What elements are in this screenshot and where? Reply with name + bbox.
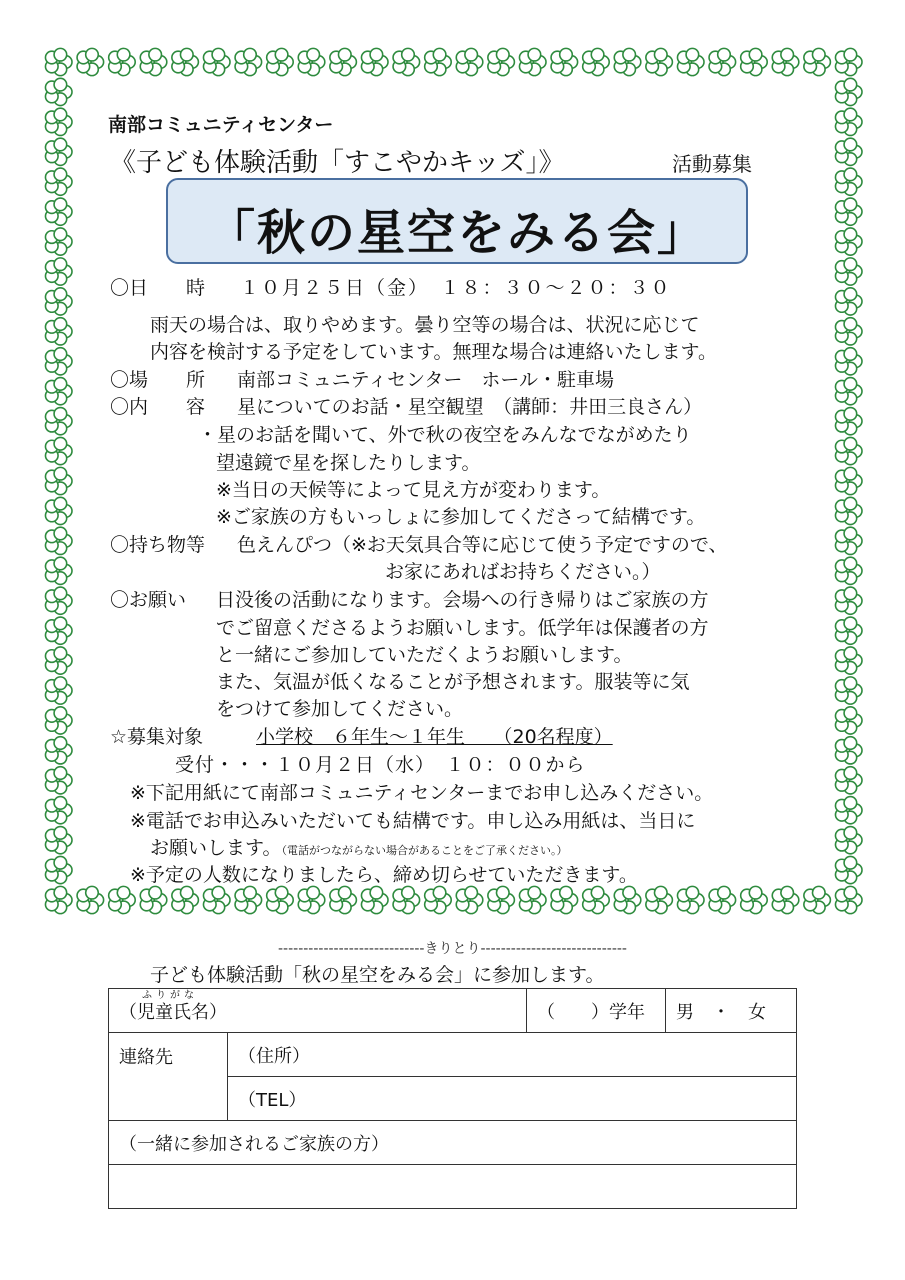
flower-icon (835, 168, 862, 195)
address-label: （住所） (238, 1045, 310, 1067)
flower-icon (741, 48, 768, 75)
flower-icon (835, 138, 862, 165)
target-label: ☆募集対象 (110, 726, 204, 748)
flower-icon (298, 886, 325, 913)
flower-icon (488, 48, 515, 75)
flower-icon (45, 856, 72, 883)
flower-icon (140, 48, 167, 75)
flower-icon (551, 886, 578, 913)
request-line-4: また、気温が低くなることが予想されます。服装等に気 (216, 671, 690, 693)
flower-icon (109, 48, 136, 75)
flower-icon (835, 437, 862, 464)
flower-icon (235, 48, 262, 75)
flower-icon (835, 48, 862, 75)
flower-icon (835, 647, 862, 674)
flower-icon (835, 827, 862, 854)
flower-icon (77, 48, 104, 75)
flower-icon (614, 48, 641, 75)
gender-field[interactable] (666, 989, 797, 1033)
request-line-1: 日没後の活動になります。会場への行き帰りはご家族の方 (216, 589, 709, 611)
flower-icon (45, 797, 72, 824)
flower-icon (361, 886, 388, 913)
flower-icon (583, 886, 610, 913)
request-line-5: をつけて参加してください。 (216, 698, 464, 720)
flower-icon (267, 886, 294, 913)
request-line-3: と一緒にご参加していただくようお願いします。 (216, 644, 633, 666)
place-label: 〇場 所 (110, 369, 206, 391)
flower-icon (425, 48, 452, 75)
date-value: １０月２５日（金） １８：３０～２０：３０ (240, 277, 672, 299)
items-value-2: お家にあればお持ちください。） (385, 561, 661, 583)
flower-icon (45, 378, 72, 405)
cut-line: -----------------------------きりとり----------------------------- (277, 941, 627, 957)
flower-icon (45, 168, 72, 195)
org-name: 南部コミュニティセンター (108, 114, 334, 136)
flower-icon (203, 48, 230, 75)
note-3 (150, 833, 567, 860)
flower-icon (835, 288, 862, 315)
flower-icon (519, 886, 546, 913)
flower-icon (298, 48, 325, 75)
flower-icon (45, 647, 72, 674)
flower-icon (330, 48, 357, 75)
flower-icon (772, 48, 799, 75)
flower-icon (45, 138, 72, 165)
items-value: 色えんぴつ（※お天気具合等に応じて使う予定ですので、 (237, 534, 728, 556)
flower-icon (45, 497, 72, 524)
flower-icon (456, 886, 483, 913)
items-label: 〇持ち物等 (110, 534, 206, 556)
flower-icon (835, 617, 862, 644)
flower-icon (45, 228, 72, 255)
flower-icon (109, 886, 136, 913)
flower-icon (172, 48, 199, 75)
flower-icon (835, 737, 862, 764)
flower-icon (45, 707, 72, 734)
flower-icon (835, 767, 862, 794)
event-title: 「秋の星空をみる会」 (206, 205, 707, 261)
rain-note-1: 雨天の場合は、取りやめます。曇り空等の場合は、状況に応じて (150, 314, 700, 336)
note-4: ※予定の人数になりましたら、締め切らせていただきます。 (130, 864, 638, 886)
flower-icon (488, 886, 515, 913)
flower-icon (45, 48, 72, 75)
flower-icon (45, 527, 72, 554)
flower-icon (835, 348, 862, 375)
flower-icon (804, 886, 831, 913)
flower-icon (835, 108, 862, 135)
flower-icon (804, 48, 831, 75)
content-label: 〇内 容 (110, 396, 206, 418)
flower-icon (45, 827, 72, 854)
grade-field[interactable] (527, 989, 666, 1033)
flower-icon (551, 48, 578, 75)
flower-icon (772, 886, 799, 913)
flower-icon (267, 48, 294, 75)
flower-icon (646, 48, 673, 75)
recruit-label: 活動募集 (672, 152, 752, 176)
contact-label: 連絡先 (109, 1033, 228, 1121)
flower-icon (709, 886, 736, 913)
family-label: （一緒に参加されるご家族の方） (119, 1133, 389, 1155)
flower-icon (393, 48, 420, 75)
flower-icon (45, 78, 72, 105)
date-label: 〇日 時 (110, 277, 206, 299)
flower-icon (45, 408, 72, 435)
flower-icon (77, 886, 104, 913)
address-field[interactable] (228, 1033, 797, 1077)
flower-icon (741, 886, 768, 913)
flower-icon (835, 587, 862, 614)
content-line-4: ※ご家族の方もいっしょに参加してくださって結構です。 (216, 506, 706, 528)
flower-icon (456, 48, 483, 75)
flower-icon (203, 886, 230, 913)
flower-icon (45, 677, 72, 704)
flower-icon (140, 886, 167, 913)
request-line-2: でご留意くださるようお願いします。低学年は保護者の方 (216, 617, 709, 639)
flower-icon (45, 348, 72, 375)
flower-icon (361, 48, 388, 75)
flower-icon (835, 886, 862, 913)
rain-note-2: 内容を検討する予定をしています。無理な場合は連絡いたします。 (150, 341, 717, 363)
flower-icon (172, 886, 199, 913)
request-label: 〇お願い (110, 589, 187, 611)
furigana: ふりがな (142, 990, 198, 1001)
title-box (166, 178, 748, 264)
flower-icon (45, 737, 72, 764)
tel-field[interactable] (228, 1077, 797, 1121)
flower-icon (45, 437, 72, 464)
flower-icon (45, 886, 72, 913)
reception: 受付・・・１０月２日（水） １０：００から (175, 754, 586, 776)
flower-icon (835, 707, 862, 734)
flower-icon (45, 467, 72, 494)
child-name-field[interactable] (109, 989, 527, 1033)
content-line-1: ・星のお話を聞いて、外で秋の夜空をみんなでながめたり (198, 424, 692, 446)
flower-icon (835, 797, 862, 824)
flower-icon (835, 557, 862, 584)
flower-icon (835, 527, 862, 554)
note-3-main: お願いします。 (150, 837, 282, 859)
place-value: 南部コミュニティセンター ホール・駐車場 (237, 369, 614, 391)
flower-icon (646, 886, 673, 913)
note-2: ※電話でお申込みいただいても結構です。申し込み用紙は、当日に (130, 810, 696, 832)
content-line-2: 望遠鏡で星を探したりします。 (216, 452, 481, 474)
tel-label: （TEL） (238, 1089, 307, 1111)
flower-icon (835, 258, 862, 285)
flower-icon (583, 48, 610, 75)
flower-icon (45, 258, 72, 285)
family-label-row (109, 1121, 797, 1165)
flower-icon (677, 886, 704, 913)
flower-icon (45, 198, 72, 225)
flower-icon (330, 886, 357, 913)
flower-icon (45, 108, 72, 135)
flower-icon (45, 767, 72, 794)
child-name-label: （児童氏名） (119, 1001, 227, 1023)
flower-icon (425, 886, 452, 913)
flower-icon (45, 587, 72, 614)
flower-icon (835, 408, 862, 435)
note-1: ※下記用紙にて南部コミュニティセンターまでお申し込みください。 (130, 782, 714, 804)
flower-icon (835, 78, 862, 105)
form-heading: 子ども体験活動「秋の星空をみる会」に参加します。 (150, 964, 605, 986)
grade-label: （ ）学年 (537, 1001, 645, 1023)
gender-label: 男 ・ 女 (676, 1001, 766, 1023)
flower-icon (45, 557, 72, 584)
note-3-small: （電話がつながらない場合があることをご了承ください。） (281, 844, 568, 857)
flower-icon (835, 467, 862, 494)
flower-icon (835, 378, 862, 405)
flower-icon (835, 228, 862, 255)
flower-icon (45, 617, 72, 644)
flower-icon (677, 48, 704, 75)
content-value: 星についてのお話・星空観望 （講師：井田三良さん） (237, 396, 703, 418)
family-field[interactable] (109, 1165, 797, 1209)
flower-icon (835, 856, 862, 883)
flower-icon (835, 677, 862, 704)
flower-icon (614, 886, 641, 913)
flower-icon (235, 886, 262, 913)
content-line-3: ※当日の天候等によって見え方が変わります。 (216, 479, 611, 501)
flower-icon (709, 48, 736, 75)
flower-icon (393, 886, 420, 913)
application-form (108, 988, 797, 1209)
target-value: 小学校 ６年生～１年生 （20名程度） (256, 726, 613, 748)
flower-icon (519, 48, 546, 75)
flower-icon (45, 288, 72, 315)
program-name: 《子ども体験活動「すこやかキッズ」》 (110, 148, 565, 178)
flower-icon (835, 198, 862, 225)
flower-icon (835, 318, 862, 345)
flower-icon (45, 318, 72, 345)
flower-icon (835, 497, 862, 524)
